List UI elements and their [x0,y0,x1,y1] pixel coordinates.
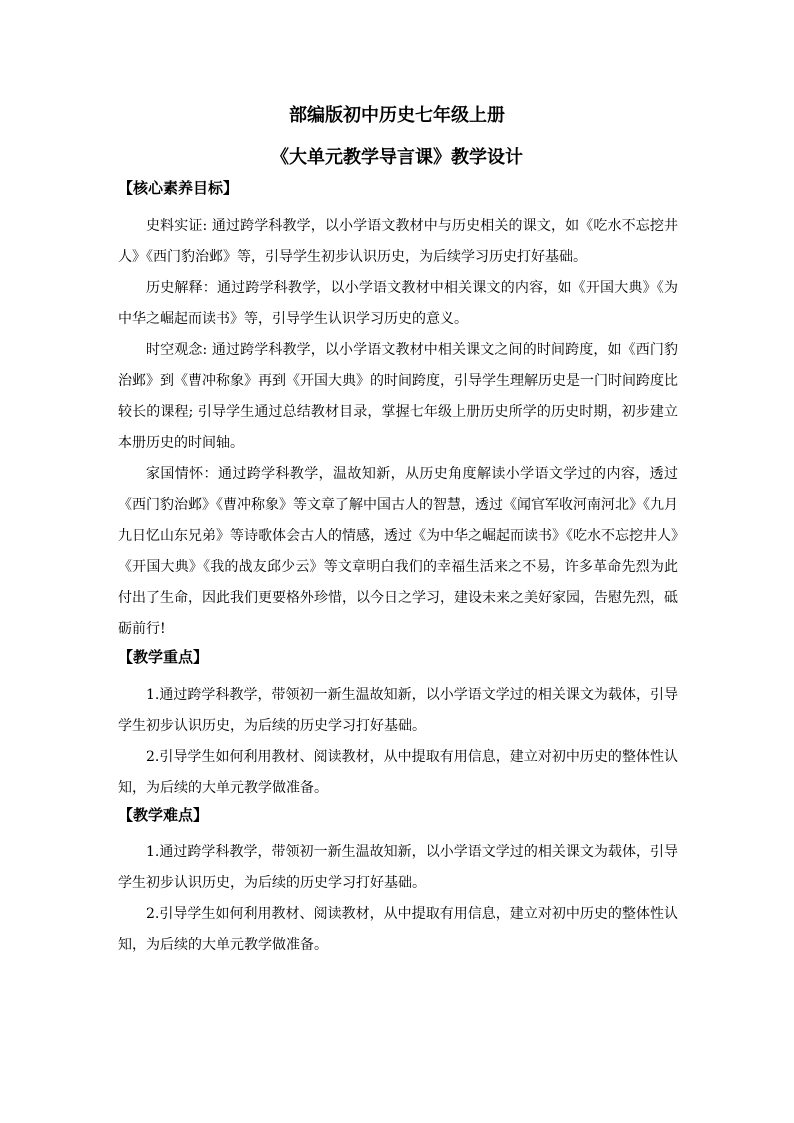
section-heading-difficulties: 【教学难点】 [118,806,209,824]
paragraph-interpretation: 历史解释：通过跨学科教学，以小学语文教材中相关课文的内容，如《开国大典》《为中华之崛起而读书》等，引导学生认识学习历史的意义。 [118,280,678,327]
section-heading-core-goals: 【核心素养目标】 [118,179,239,197]
paragraph-difficulty-1: 1.通过跨学科教学，带领初一新生温故知新，以小学语文学过的相关课文为载体，引导学生初步认识历史，为后续的历史学习打好基础。 [118,844,678,891]
paragraph-difficulty-2: 2.引导学生如何利用教材、阅读教材，从中提取有用信息，建立对初中历史的整体性认知，为后续的大单元教学做准备。 [118,906,678,953]
paragraph-patriotism: 家国情怀：通过跨学科教学，温故知新，从历史角度解读小学语文学过的内容，透过《西门豹治邺》《曹冲称象》等文章了解中国古人的智慧，透过《闻官军收河南河北》《九月九日忆山东兄弟》等诗歌体会古人的情感，透过《为中华之崛起而读书》《吃水不忘挖井人》《开国大典》《我的战友邱少云》等文章明白我们的幸福生活来之不易，许多革命先烈为此付出了生命，因此我们更要格外珍惜，以今日之学习，建设未来之美好家园，告慰先烈，砥砺前行! [118,466,678,637]
document-title-line2: 《大单元教学导言课》教学设计 [271,147,523,168]
section-heading-key-points: 【教学重点】 [118,648,209,666]
paragraph-evidence: 史料实证: 通过跨学科教学，以小学语文教材中与历史相关的课文，如《吃水不忘挖井人》《西门豹治邺》等，引导学生初步认识历史，为后续学习历史打好基础。 [118,218,678,265]
paragraph-key-point-1: 1.通过跨学科教学，带领初一新生温故知新，以小学语文学过的相关课文为载体，引导学生初步认识历史，为后续的历史学习打好基础。 [118,687,678,734]
paragraph-key-point-2: 2.引导学生如何利用教材、阅读教材，从中提取有用信息，建立对初中历史的整体性认知，为后续的大单元教学做准备。 [118,749,678,796]
document-title-line1: 部编版初中历史七年级上册 [289,105,505,126]
paragraph-space-time: 时空观念: 通过跨学科教学，以小学语文教材中相关课文之间的时间跨度，如《西门豹治邺》到《曹冲称象》再到《开国大典》的时间跨度，引导学生理解历史是一门时间跨度比较长的课程; 引导学生通过总结教材目录，掌握七年级上册历史所学的历史时期，初步建立本册历史的时间轴。 [118,342,678,451]
